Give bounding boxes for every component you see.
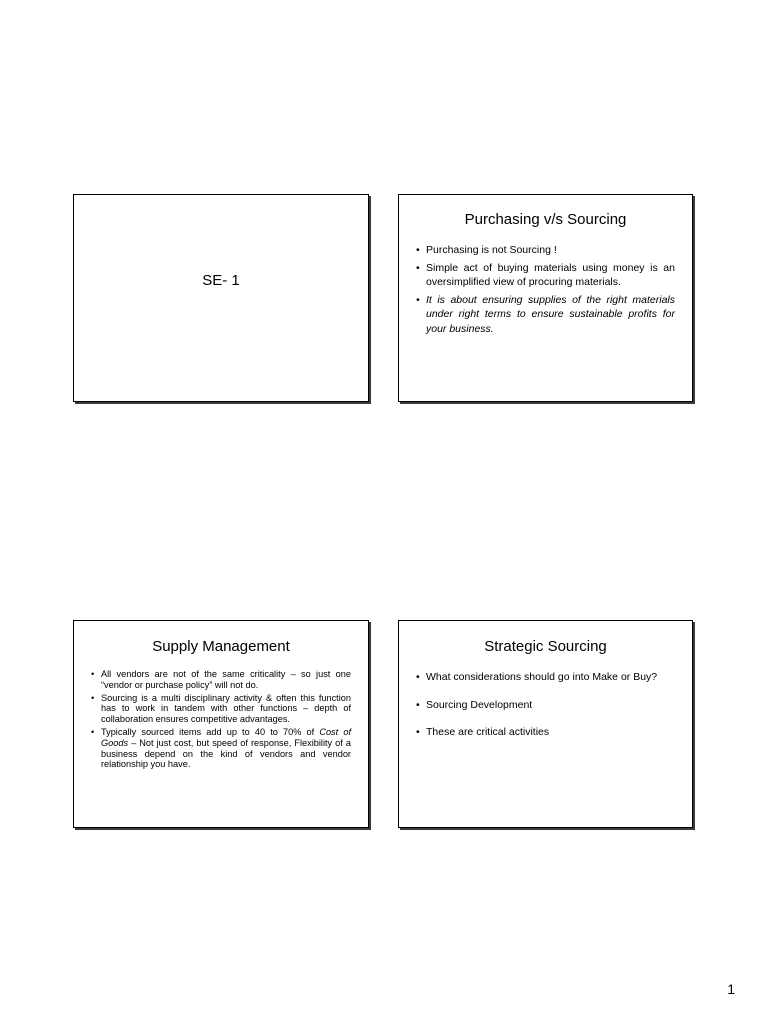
bullet-text: – Not just cost, but speed of response, Flexibility of a business depend on the kind of vendors and vendor relationship you have. <box>101 737 351 770</box>
bullet-item: • Purchasing is not Sourcing ! <box>416 243 675 258</box>
slide-supply-management <box>73 620 369 828</box>
bullet-item: • All vendors are not of the same criticality – so just one “vendor or purchase policy” will not do. <box>91 669 351 691</box>
bullet-text: Typically sourced items add up to 40 to 70% of <box>101 726 320 737</box>
bullet-item: • What considerations should go into Make or Buy? <box>416 670 675 685</box>
bullet-item: • It is about ensuring supplies of the right materials under right terms to ensure sustainable profits for your business. <box>416 293 675 337</box>
bullet-list <box>416 670 675 753</box>
slide-title: Purchasing v/s Sourcing <box>464 211 627 228</box>
page-number: 1 <box>727 981 735 997</box>
slide-purchasing-vs-sourcing <box>398 194 693 402</box>
bullet-item: • Sourcing Development <box>416 698 675 713</box>
bullet-list <box>91 669 351 772</box>
bullet-item <box>91 727 351 770</box>
slide-title: SE- 1 <box>202 272 240 289</box>
slide-strategic-sourcing <box>398 620 693 828</box>
bullet-item: • These are critical activities <box>416 725 675 740</box>
bullet-item: • Simple act of buying materials using money is an oversimplified view of procuring materials. <box>416 261 675 290</box>
bullet-list <box>416 243 675 339</box>
slide-title: Supply Management <box>152 638 290 655</box>
bullet-item: • Sourcing is a multi disciplinary activity & often this function has to work in tandem with other functions – depth of collaboration ensures competitive advantages. <box>91 693 351 725</box>
slide-se1 <box>73 194 369 402</box>
bullet-emphasis: Cost of Goods <box>101 726 351 748</box>
slide-title: Strategic Sourcing <box>484 638 607 655</box>
